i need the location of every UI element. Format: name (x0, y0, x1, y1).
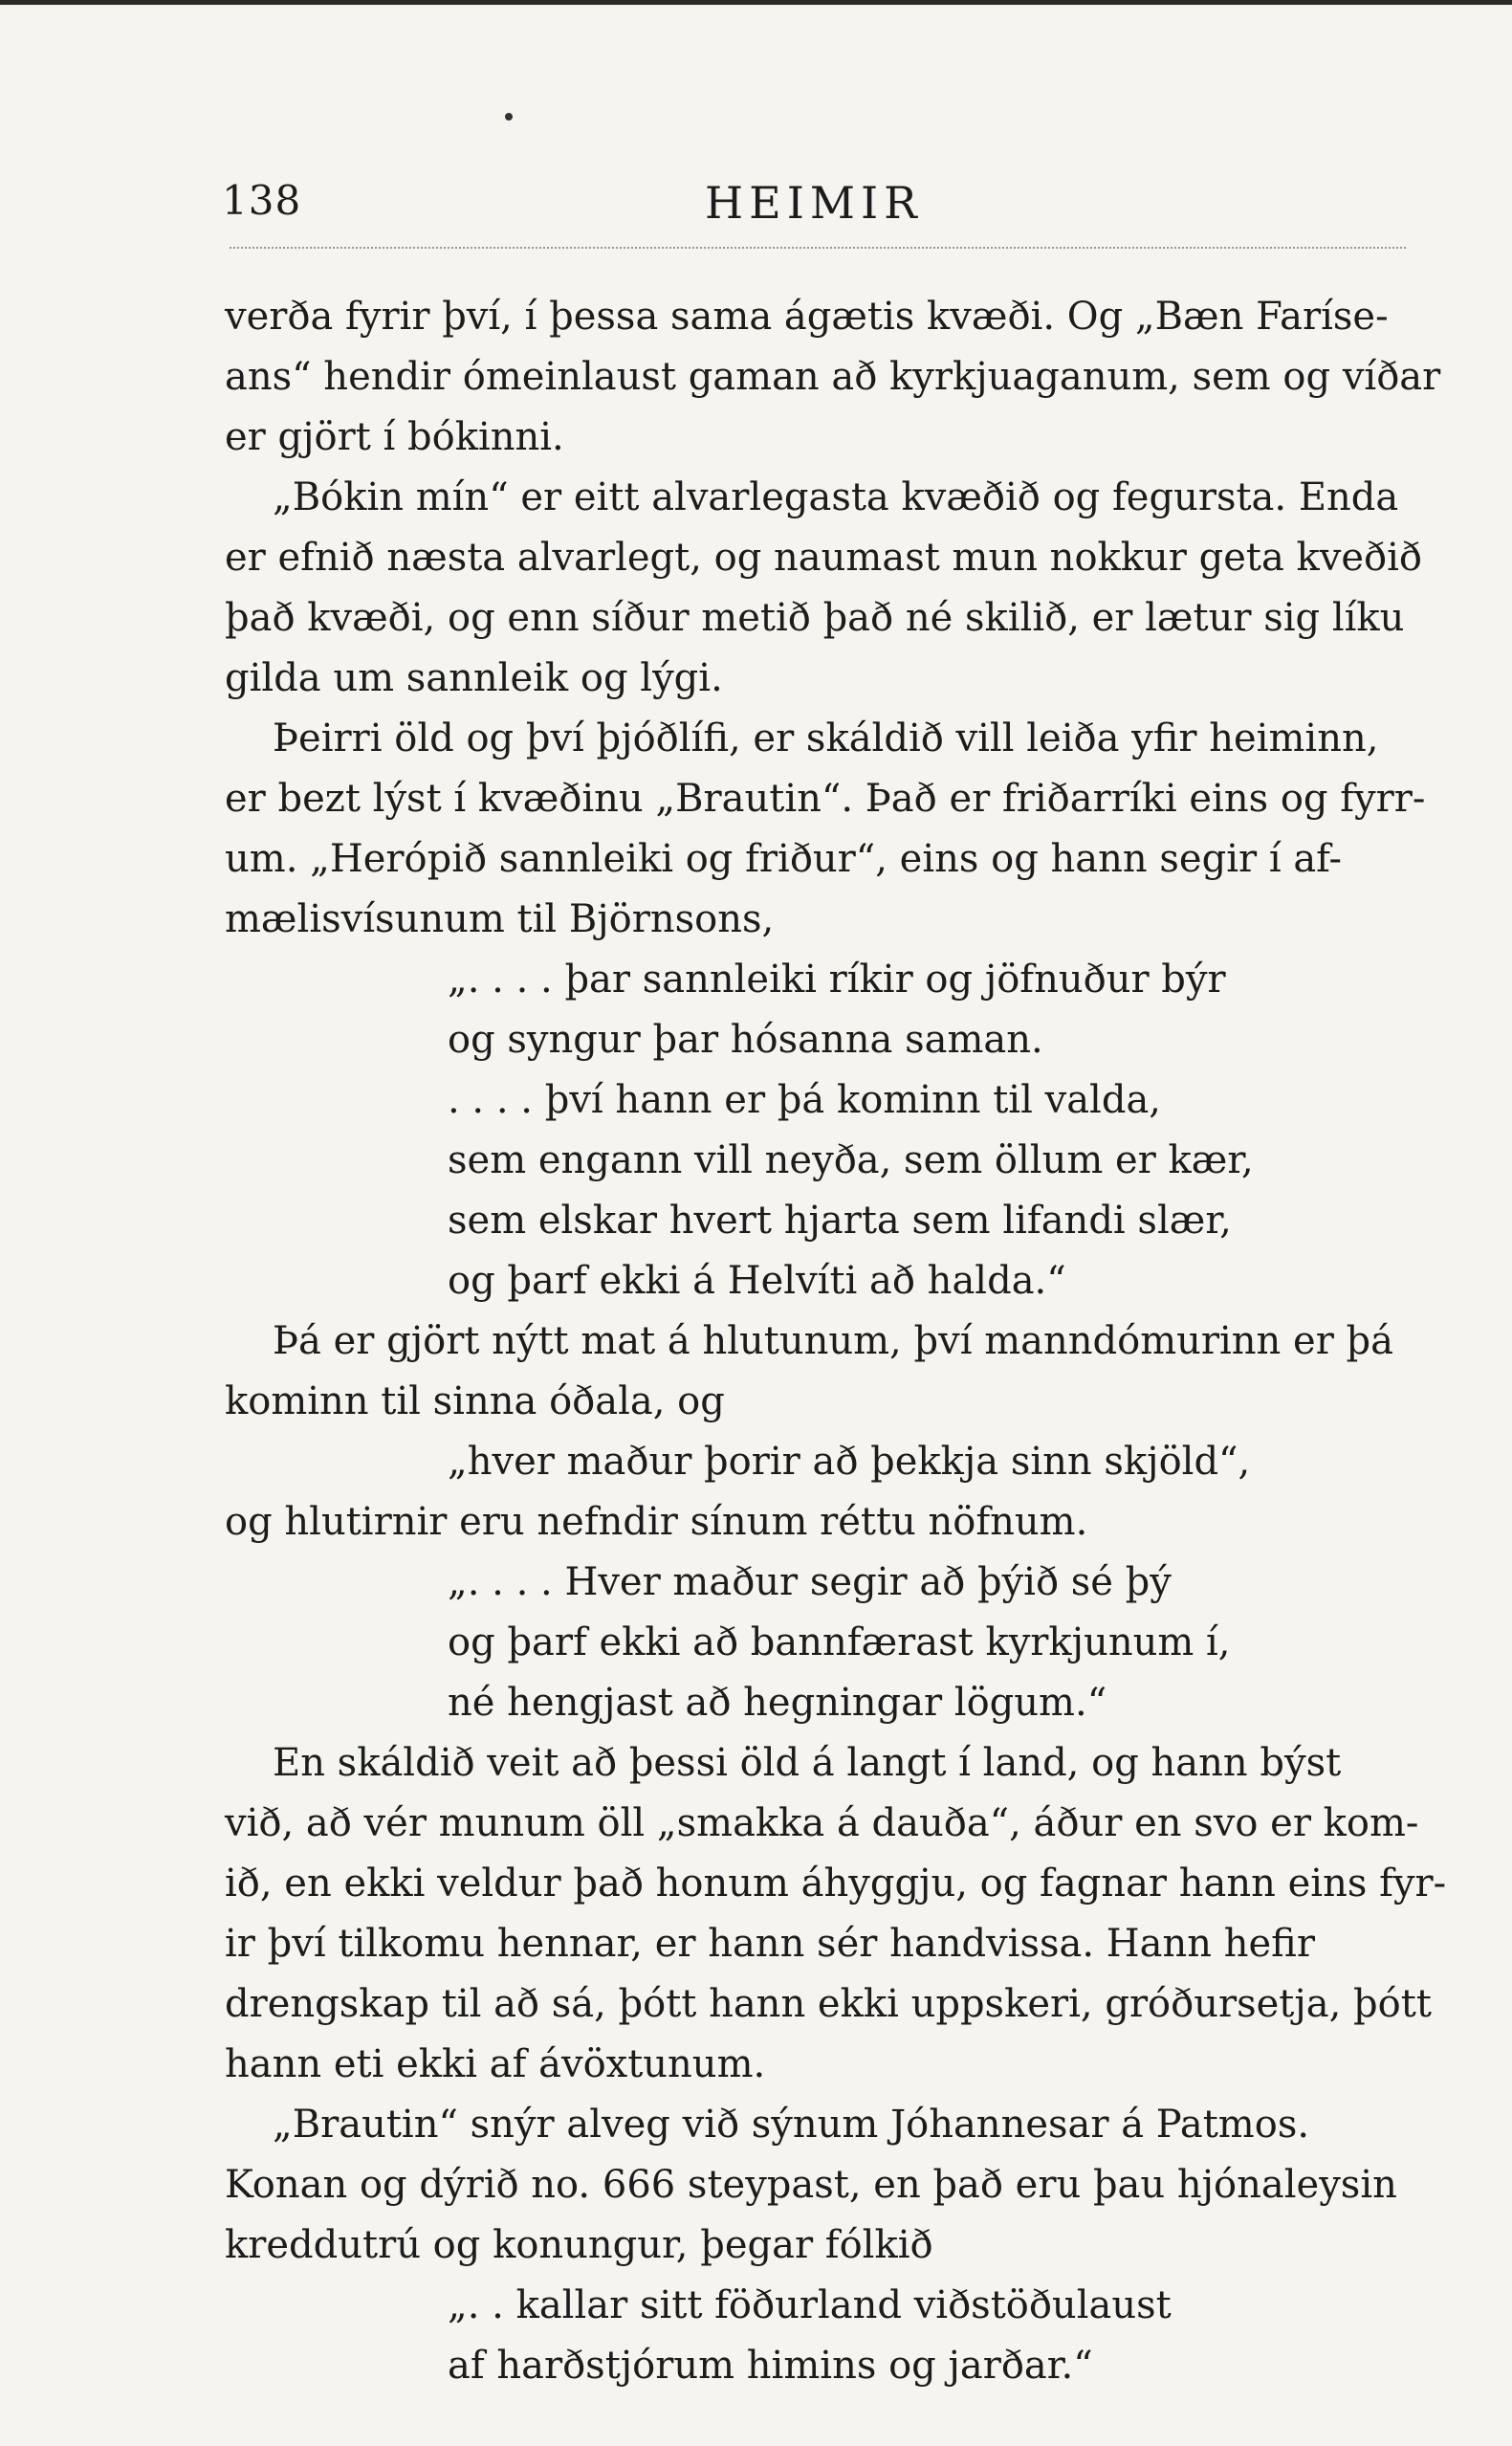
verse-line: og þarf ekki að bannfærast kyrkjunum í, (448, 1620, 1231, 1664)
print-speck (505, 113, 513, 121)
paragraph (225, 709, 1478, 950)
verse-quote (225, 950, 1478, 1311)
text-line: verða fyrir því, í þessa sama ágætis kvæði. Og „Bæn Faríse- (225, 295, 1389, 339)
text-line: ans“ hendir ómeinlaust gaman að kyrkjuaganum, sem og víðar (225, 355, 1441, 399)
verse-quote (225, 1553, 1478, 1733)
paragraph-continuation (225, 1492, 1478, 1553)
verse-line: og syngur þar hósanna saman. (448, 1018, 1043, 1062)
text-line: er gjört í bókinni. (225, 415, 564, 459)
text-line: Þeirri öld og því þjóðlífi, er skáldið vill leiða yfir heiminn, (273, 716, 1379, 760)
text-line: gilda um sannleik og lýgi. (225, 656, 723, 700)
paragraph (225, 2095, 1478, 2276)
text-line: kreddutrú og konungur, þegar fólkið (225, 2223, 933, 2267)
verse-quote (225, 1432, 1478, 1492)
text-line: mælisvísunum til Björnsons, (225, 897, 775, 941)
verse-line: „. . . . þar sannleiki ríkir og jöfnuður býr (448, 958, 1226, 1002)
verse-line: „hver maður þorir að þekkja sinn skjöld“, (448, 1440, 1251, 1484)
page-header (222, 177, 1512, 234)
paragraph (225, 468, 1478, 709)
body-text (225, 287, 1478, 2396)
verse-line: og þarf ekki á Helvíti að halda.“ (448, 1259, 1066, 1303)
paragraph (225, 1733, 1478, 2095)
text-line: er bezt lýst í kvæðinu „Brautin“. Það er friðarríki eins og fyrr- (225, 777, 1426, 821)
scan-top-edge (0, 0, 1512, 5)
header-rule (230, 247, 1406, 249)
verse-line: „. . kallar sitt föðurland viðstöðulaust (448, 2283, 1172, 2327)
text-line: „Brautin“ snýr alveg við sýnum Jóhannesar á Patmos. (273, 2103, 1310, 2147)
verse-line: sem engann vill neyða, sem öllum er kær, (448, 1138, 1254, 1182)
verse-line: né hengjast að hegningar lögum.“ (448, 1681, 1107, 1725)
text-line: og hlutirnir eru nefndir sínum réttu nöfnum. (225, 1500, 1088, 1544)
text-line: „Bókin mín“ er eitt alvarlegasta kvæðið og fegursta. Enda (273, 475, 1399, 519)
text-line: er efnið næsta alvarlegt, og naumast mun nokkur geta kveðið (225, 536, 1422, 580)
text-line: drengskap til að sá, þótt hann ekki uppskeri, gróðursetja, þótt (225, 1982, 1432, 2026)
text-line: hann eti ekki af ávöxtunum. (225, 2042, 766, 2086)
verse-quote (225, 2276, 1478, 2396)
verse-line: af harðstjórum himins og jarðar.“ (448, 2344, 1093, 2388)
verse-line: . . . . því hann er þá kominn til valda, (448, 1078, 1162, 1122)
text-line: við, að vér munum öll „smakka á dauða“, áður en svo er kom- (225, 1801, 1419, 1845)
text-line: Þá er gjört nýtt mat á hlutunum, því manndómurinn er þá (273, 1319, 1393, 1363)
page-number: 138 (222, 177, 302, 224)
text-line: um. „Herópið sannleiki og friður“, eins og hann segir í af- (225, 837, 1343, 881)
text-line: kominn til sinna óðala, og (225, 1379, 725, 1423)
text-line: ir því tilkomu hennar, er hann sér handvissa. Hann hefir (225, 1922, 1315, 1966)
text-line: En skáldið veit að þessi öld á langt í land, og hann býst (273, 1741, 1342, 1785)
running-head: HEIMIR (705, 177, 923, 229)
paragraph (225, 287, 1478, 468)
verse-line: sem elskar hvert hjarta sem lifandi slær, (448, 1199, 1232, 1243)
text-line: ið, en ekki veldur það honum áhyggju, og fagnar hann eins fyr- (225, 1862, 1447, 1906)
text-line: Konan og dýrið no. 666 steypast, en það eru þau hjónaleysin (225, 2163, 1397, 2207)
text-line: það kvæði, og enn síður metið það né skilið, er lætur sig líku (225, 596, 1405, 640)
verse-line: „. . . . Hver maður segir að þýið sé þý (448, 1560, 1172, 1604)
paragraph (225, 1311, 1478, 1432)
